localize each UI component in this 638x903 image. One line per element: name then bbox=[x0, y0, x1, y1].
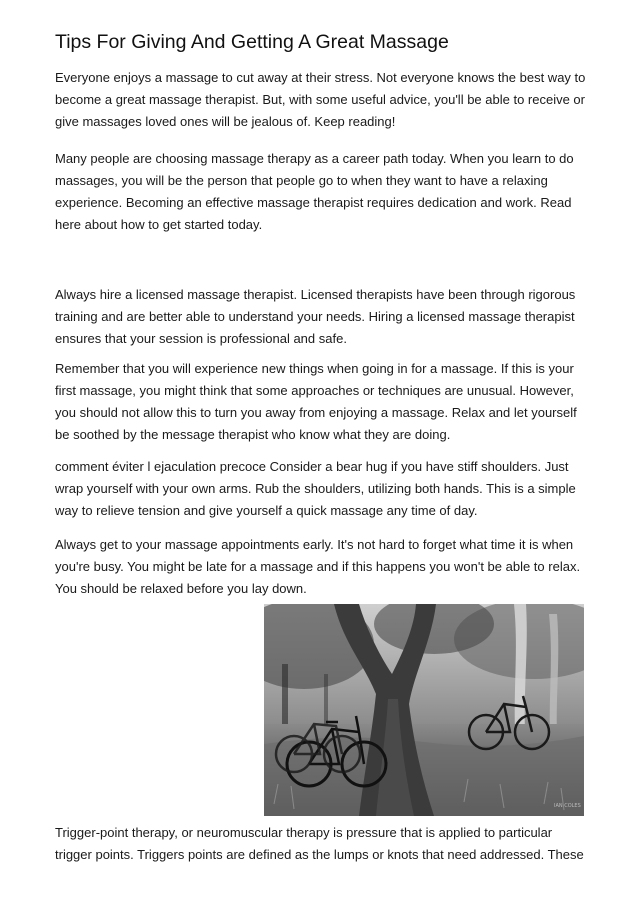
paragraph-early: Always get to your massage appointments early. It's not hard to forget what time it is when you're busy. You might be late for a massage and if this happens you won't be able to relax. You should be relaxed before you lay down. bbox=[55, 537, 581, 596]
paragraph-licensed: Always hire a licensed massage therapist. Licensed therapists have been through rigorous training and are better able to understand your needs. Hiring a licensed massage therapist ensures that your session is professional and safe. bbox=[55, 287, 576, 346]
paragraph-career: Many people are choosing massage therapy as a career path today. When you learn to do massages, you will be the person that people go to when they want to have a relaxing experience. Becoming an effective massage therapist requires dedication and work. Read here about how to get started today. bbox=[55, 151, 574, 232]
paragraph-new-things: Remember that you will experience new things when going in for a massage. If this is your first massage, you might think that some approaches or techniques are unusual. However, you should not allow this to turn you away from enjoying a massage. Relax and let yourself be soothed by the message therapist who know what they are doing. bbox=[55, 361, 577, 442]
paragraph-trigger-point: Trigger-point therapy, or neuromuscular therapy is pressure that is applied to particular trigger points. Triggers points are defined as the lumps or knots that need addressed. These bbox=[55, 825, 584, 862]
paragraph-intro: Everyone enjoys a massage to cut away at their stress. Not everyone knows the best way to become a great massage therapist. But, with some useful advice, you'll be able to receive or give massages loved ones will be jealous of. Keep reading! bbox=[55, 70, 586, 129]
bicycles-under-trees-photo bbox=[264, 604, 584, 816]
photo-watermark: IAN COLES bbox=[554, 803, 581, 809]
page-title: Tips For Giving And Getting A Great Massage bbox=[55, 31, 449, 53]
paragraph-bear-hug: comment éviter l ejaculation precoce Consider a bear hug if you have stiff shoulders. Just wrap yourself with your own arms. Rub the shoulders, utilizing both hands. This is a simple way to relieve tension and give yourself a quick massage any time of day. bbox=[55, 459, 576, 518]
